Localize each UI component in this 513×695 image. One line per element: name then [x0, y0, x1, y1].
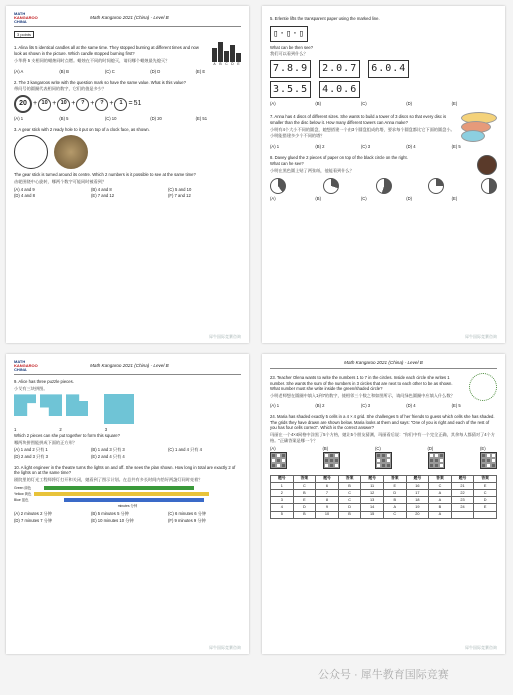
candles-figure: [212, 42, 241, 62]
watermark: 犀牛国际竞赛咨询: [465, 644, 497, 650]
points-label: 3 points: [14, 31, 34, 38]
options: (A) A (B) B (C) C (D) D (E) E: [14, 68, 206, 74]
page-header: MATH KANGAROO CHINA Math Kangaroo 2021 (China) - Level B: [14, 360, 241, 375]
page-2: [262, 6, 505, 343]
table-row: 4 D 9 D 14 A 19 B 24 E: [271, 504, 497, 511]
answer-grids: (A) (B) (C) (D) (E): [270, 446, 497, 469]
answer-table: 题号 答案 题号 答案 题号 答案 题号 答案 题号 答案 1 C 6 B 11 E 16 C 21 E 2 B 7 C 12 D 17 A 22 C 3 E 8 C 13 B 18 A 23 D 4 D 9 D 14 A 19 B 24 E 5 B 10 B 15 C 20 A: [270, 475, 497, 519]
footer-credit: 公众号 · 犀牛教育国际竞赛: [318, 669, 449, 681]
table-row: 2 B 7 C 12 D 17 A 22 C: [271, 490, 497, 497]
watermark: 犀牛国际竞赛咨询: [209, 644, 241, 650]
question-7: 7. Anna has 4 discs of different sizes. She wants to build a tower of 3 discs so that every disc is smaller than the disc below it. How many different towers can Anna make? 小明有4个大小不同的圆盘，她想搭建一个由3个圆盘组成的塔，要求每个圆盘都比它下面的圆盘小。小明能搭建多少个不同的塔？ (A) 1 (B) 2 (C) 3 (D) 4 (E) 5: [270, 112, 497, 150]
puzzle-pieces: [14, 394, 241, 424]
black-circle-icon: [477, 155, 497, 175]
question-24: 24. Maria has shaded exactly 5 cells in a 4 × 4 grid. She challenges 5 of her friends to guess which cells she has shaded. The grids they have drawn are shown below. Maria looks at them and says: "One of you is right and each of the rest of you has four cells correct". Which is the correct answer? 玛丽在一个4×4网格中涂黑了5个方格，她让5个朋友猜测，玛丽看后说："你们中有一个完全正确，其余每人都猜对了4个方格。"正确答案是哪一个？ (A) (B) (C) (D) (E): [270, 414, 497, 469]
answer-discs: [270, 178, 497, 194]
discs-figure: [461, 112, 497, 142]
question-5: 5. Erlentie lifts the transparent paper using the marked line. ▯·▯·▯ What can be then see? 我们可以看到什么？ 7.8.9 2.0.7 6.0.4 3.5.5 4.0.6 (A) (B) (C) (D) (E): [270, 16, 458, 107]
page-title: Math Kangaroo 2021 (China) - Level B: [90, 14, 169, 20]
question-23: 23. Teacher Olena wants to write the numbers 1 to 7 in the circles. Inside each circle she writes 1 number. She wants the sum of the numbers in 3 circles that are next to each other to be as shown. What number must she write inside the green/shaded circle? 小明老师想在圆圈中填入1到7的数字，使相邻三个数之和如图所示，请问绿色圆圈中应填入什么数？ (A) 1 (B) 2 (C) 3 (D) 4 (E) 5: [270, 373, 497, 409]
page-3: [6, 354, 249, 654]
table-row: 3 E 8 C 13 B 18 A 23 D: [271, 497, 497, 504]
question-1: 1. Alina lits 5 identical candles all at the same time. They stopped burning at different times and now look as shown in the picture. Which candle stopped burning first? 小华将 5 支相同的蜡烛同时点燃。蜡烛在不同的时间熄灭，请问哪个蜡烛最先熄灭？ A B C D E (A) A (B) B (C) C (D) D (E) E: [14, 42, 241, 74]
watermark: 犀牛国际竞赛咨询: [465, 333, 497, 339]
table-row: 5 B 10 B 15 C 20 A: [271, 511, 497, 518]
question-2: 2. The 3 kangaroos write with the question mark so have the same value. What is this value? 带问号的圆圈代表相同的数字，它们的值是多少？ 20 + 10 + 10 + ? + ? + 1 = 51 (A) 1 (B) 5 (C) 10 (D) 20 (E) 51: [14, 80, 241, 122]
question-8: 8. Davey glued the 2 pieces of paper on top of the black circle on the right. What can he see? 小明在黑色圆上贴了两张纸，他能看到什么？ (A) (B) (C) (D) (E): [270, 155, 497, 202]
circle-ring-icon: [469, 373, 497, 401]
lights-timeline: Green 绿色 Yellow 黄色 Blue 蓝色 minutes 分钟: [14, 486, 241, 509]
clock-icon: [14, 135, 48, 169]
page-1: [6, 6, 249, 343]
gear-disc-icon: [54, 135, 88, 169]
page-4: [262, 354, 505, 654]
transparent-paper-figure: ▯·▯·▯: [270, 26, 308, 42]
page-header: [14, 12, 241, 27]
math-kangaroo-logo: MATH KANGAROO CHINA: [14, 11, 38, 24]
question-9: 9. Alice has three puzzle pieces. 小艾有三块拼图。 1 2 3 Which 2 pieces can she put together to form this square? 哪两块拼图能拼成下面的正方形？ (A) 1 and 2 只有 1 (B) 1 and 3 只有 3 (C) 1 and 4 只有 4 (D) 2 and 3 只有 3 (E) 2 and 4 只有 4: [14, 379, 241, 460]
table-row: 1 C 6 B 11 E 16 C 21 E: [271, 483, 497, 490]
question-3: 3. A gear stick with 2 ready hole to it put on top of a clock face, as shown. The gear stick is turned around its centre. Which 2 numbers is it possible to see at the same time? 齿轮围绕中心旋转，哪两个数字可能同时被看到？ (A) 4 and 9 (B) 4 and 8 (C) 5 and 10 (D) 4 and 8 (E) 7 and 12 (F) 7 and 12: [14, 126, 196, 199]
page-header: Math Kangaroo 2021 (China) - Level B: [270, 360, 497, 369]
math-kangaroo-logo: MATH KANGAROO CHINA: [14, 359, 38, 372]
circle-equation: 20 + 10 + 10 + ? + ? + 1 = 51: [14, 95, 241, 113]
watermark: 犀牛国际竞赛咨询: [209, 333, 241, 339]
question-10: 10. A light engineer in the theatre turns the lights on and off. She sees the plan shown. How long in total are exactly 2 of the lights on at the same time? 剧院里的灯光工程师将灯打开和关闭，她看到了图示计划。在总共有多长时间内恰好两盏灯同时亮着？ Green 绿色 Yellow 黄色 Blue 蓝色 minutes 分钟 (A) 2 minutes 2 分钟 (B) 5 minutes 5 分钟 (C) 6 minutes 6 分钟 (D) 7 minutes 7 分钟 (E) 10 minutes 10 分钟 (F) 9 minutes 9 分钟: [14, 465, 241, 524]
